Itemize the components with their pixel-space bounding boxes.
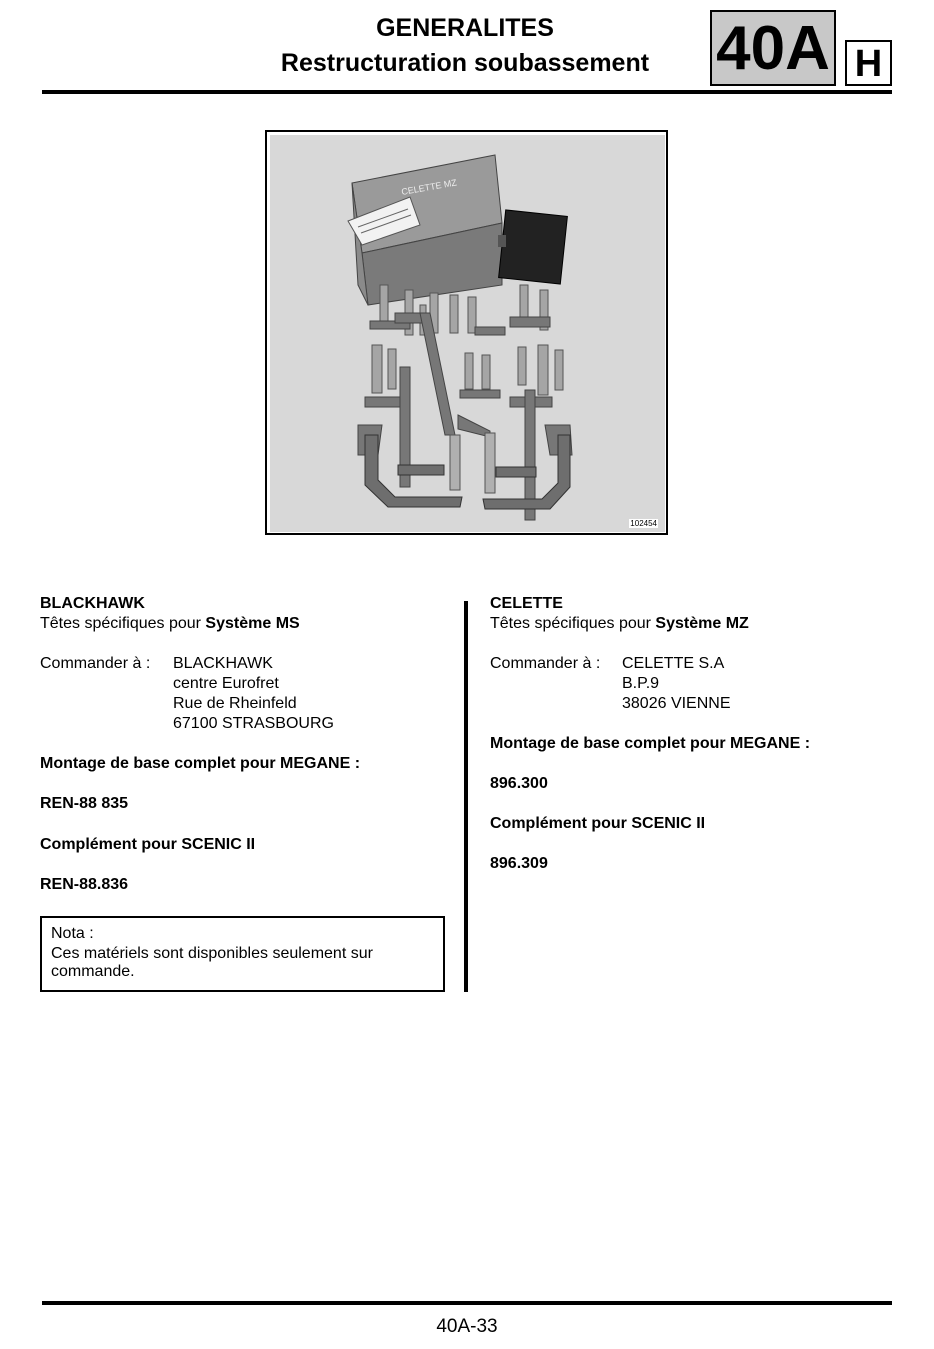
page-number: 40A-33 <box>436 1316 498 1337</box>
column-divider <box>464 601 468 992</box>
heads-line <box>40 614 450 634</box>
base-mount-label: Montage de base complet pour MEGANE : <box>490 735 811 752</box>
order-label: Commander à : <box>40 655 151 672</box>
complement-label: Complément pour SCENIC II <box>490 815 706 832</box>
section-code-box: 40A <box>710 10 836 86</box>
address-line: 67100 STRASBOURG <box>173 715 334 732</box>
note-text: Ces matériels sont disponibles seulement sur commande. <box>51 945 373 980</box>
heads-system: Système MS <box>205 615 300 632</box>
heads-prefix: Têtes spécifiques pour <box>490 615 656 632</box>
base-mount-ref: 896.300 <box>490 775 548 792</box>
note-box <box>40 916 445 992</box>
heads-prefix: Têtes spécifiques pour <box>40 615 206 632</box>
footer-rule <box>42 1301 892 1305</box>
order-label: Commander à : <box>490 655 601 672</box>
complement-label: Complément pour SCENIC II <box>40 836 256 853</box>
address-line: BLACKHAWK <box>173 655 273 672</box>
case-label: CELETTE MZ <box>400 177 458 197</box>
complement-ref: REN-88.836 <box>40 876 129 893</box>
order-address <box>40 654 450 734</box>
page-subtitle: Restructuration soubassement <box>280 49 650 77</box>
heads-system: Système MZ <box>655 615 749 632</box>
brand-name: CELETTE <box>490 595 563 612</box>
address-line: B.P.9 <box>622 675 660 692</box>
complement-ref: 896.309 <box>490 855 548 872</box>
address-line: CELETTE S.A <box>622 655 725 672</box>
note-title: Nota : <box>51 925 94 942</box>
right-column <box>490 594 900 874</box>
page-title: GENERALITES <box>376 14 554 42</box>
order-address <box>490 654 900 714</box>
base-mount-label: Montage de base complet pour MEGANE : <box>40 755 361 772</box>
address-line: 38026 VIENNE <box>622 695 731 712</box>
type-code-box: H <box>845 40 892 86</box>
tool-kit-photo <box>265 130 668 535</box>
brand-name: BLACKHAWK <box>40 595 145 612</box>
base-mount-ref: REN-88 835 <box>40 795 129 812</box>
address-line: centre Eurofret <box>173 675 279 692</box>
address-line: Rue de Rheinfeld <box>173 695 297 712</box>
heads-line <box>490 614 900 634</box>
header-rule <box>42 90 892 94</box>
tool-kit-illustration <box>270 135 665 532</box>
left-column <box>40 594 450 895</box>
figure-reference: 102454 <box>630 519 657 528</box>
